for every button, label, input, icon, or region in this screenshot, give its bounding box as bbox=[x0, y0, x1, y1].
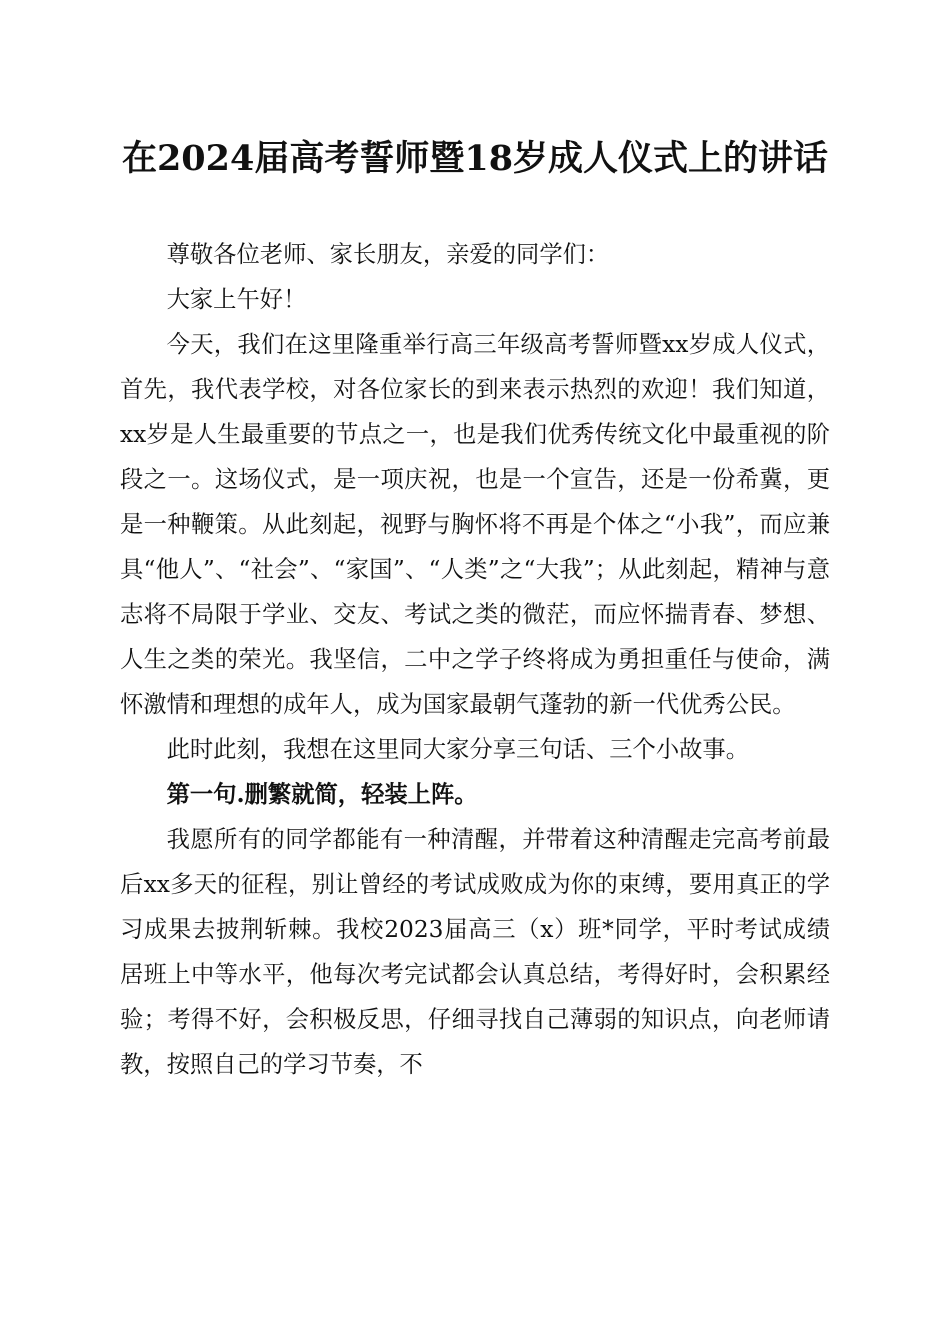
paragraph-first-story: 我愿所有的同学都能有一种清醒，并带着这种清醒走完高考前最后xx多天的征程，别让曾经的考试成败成为你的束缚，要用真正的学习成果去披荆斩棘。我校2023届高三（x）班*同学，平时考试成绩居班上中等水平，他每次考完试都会认真总结，考得好时，会积累经验；考得不好，会积极反思，仔细寻找自己薄弱的知识点，向老师请教，按照自己的学习节奏，不 bbox=[120, 826, 830, 1078]
paragraph-opening: 今天，我们在这里隆重举行高三年级高考誓师暨xx岁成人仪式，首先，我代表学校，对各位家长的到来表示热烈的欢迎！我们知道，xx岁是人生最重要的节点之一，也是我们优秀传统文化中最重视的阶段之一。这场仪式，是一项庆祝，也是一个宣告，还是一份希冀，更是一种鞭策。从此刻起，视野与胸怀将不再是个体之“小我”，而应兼具“他人”、“社会”、“家国”、“人类”之“大我”；从此刻起，精神与意志将不局限于学业、交友、考试之类的微茫，而应怀揣青春、梦想、人生之类的荣光。我坚信，二中之学子终将成为勇担重任与使命，满怀激情和理想的成年人，成为国家最朝气蓬勃的新一代优秀公民。 bbox=[120, 331, 830, 718]
document-title: 在2024届高考誓师暨18岁成人仪式上的讲话 bbox=[121, 138, 829, 179]
document-body bbox=[120, 232, 830, 1087]
section-heading-first: 第一句.删繁就简，轻装上阵。 bbox=[166, 781, 478, 808]
salutation: 尊敬各位老师、家长朋友，亲爱的同学们： bbox=[166, 241, 610, 268]
greeting: 大家上午好！ bbox=[166, 286, 307, 313]
paragraph-intro-stories: 此时此刻，我想在这里同大家分享三句话、三个小故事。 bbox=[166, 736, 750, 763]
